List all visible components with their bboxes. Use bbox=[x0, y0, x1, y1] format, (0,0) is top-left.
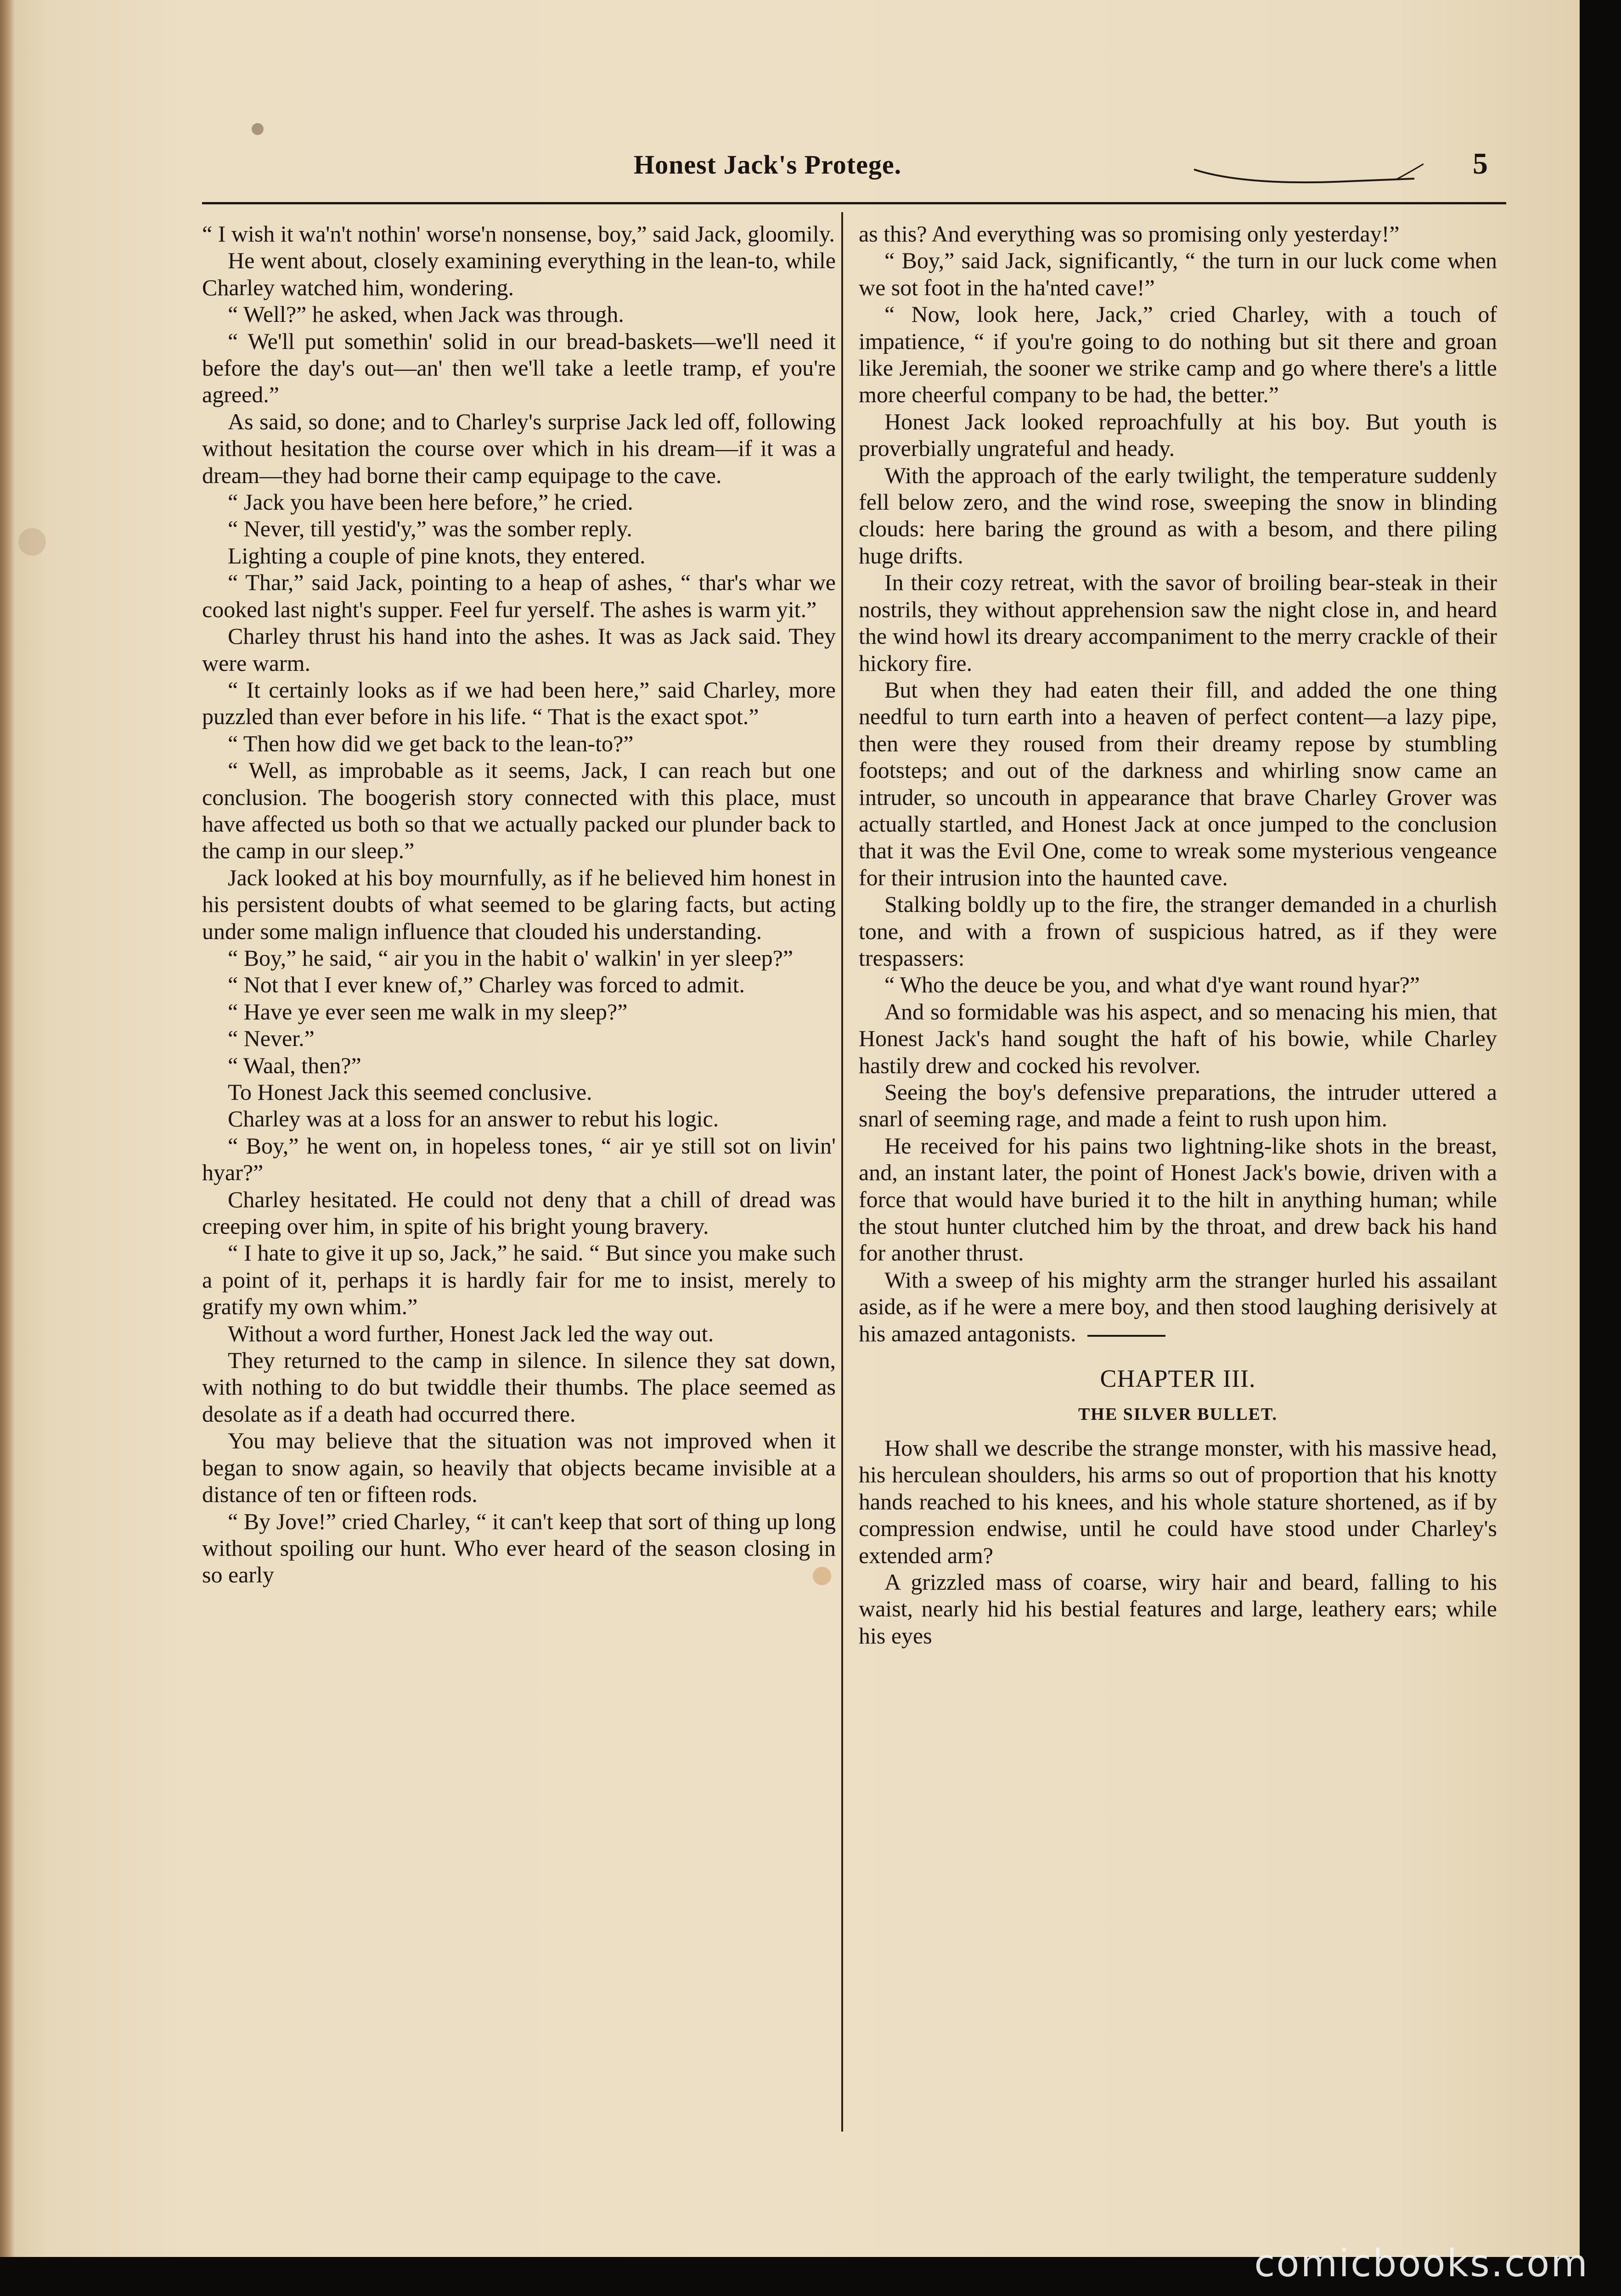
paragraph: But when they had eaten their fill, and added the one thing needful to turn earth into a heaven of perfect content—a lazy pipe, then were they roused from their dreamy repose by stumbling footsteps; and out of the darkness and whirling snow came an intruder, so uncouth in appearance that brave Charley Grover was actually startled, and Honest Jack at once jumped to the conclusion that it was the Evil One, come to wreak some mysterious vengeance for their intrusion into the haunted cave. bbox=[859, 676, 1497, 890]
header-rule bbox=[202, 202, 1506, 204]
paragraph: Charley thrust his hand into the ashes. It was as Jack said. They were warm. bbox=[202, 623, 836, 676]
paragraph: “ I wish it wa'n't nothin' worse'n nonsense, boy,” said Jack, gloomily. bbox=[202, 221, 835, 247]
paragraph: He received for his pains two lightning-like shots in the breast, and, an instant later, the point of Honest Jack's bowie, driven with a force that would have buried it to the hilt in anything human; while the stout hunter clutched him by the throat, and drew back his hand for another thrust. bbox=[859, 1132, 1497, 1266]
paragraph: “ We'll put somethin' solid in our bread-baskets—we'll need it before the day's out—an' then we'll take a leetle tramp, ef you're agreed.” bbox=[202, 328, 836, 408]
running-title: Honest Jack's Protege. bbox=[634, 150, 902, 180]
paragraph: He went about, closely examining everything in the lean-to, while Charley watched him, wondering. bbox=[202, 248, 836, 300]
paragraph: Honest Jack looked reproachfully at his boy. But youth is proverbially ungrateful and heady. bbox=[859, 408, 1497, 461]
paragraph-text: With a sweep of his mighty arm the stranger hurled his assailant aside, as if he were a mere boy, and then stood laughing derisively at his amazed antagonists. bbox=[859, 1266, 1497, 1346]
paragraph: “ Who the deuce be you, and what d'ye want round hyar?” bbox=[884, 972, 1420, 998]
paragraph: To Honest Jack this seemed conclusive. bbox=[228, 1079, 592, 1105]
paragraph: “ By Jove!” cried Charley, “ it can't keep that sort of thing up long without spoiling our hunt. Who ever heard of the season closing in so early bbox=[202, 1508, 836, 1588]
paragraph: In their cozy retreat, with the savor of broiling bear-steak in their nostrils, they without apprehension saw the night close in, and heard the wind howl its dreary accompaniment to the merry crackle of their hickory fire. bbox=[859, 569, 1497, 676]
paragraph: “ Well?” he asked, when Jack was through. bbox=[228, 301, 624, 327]
paragraph: Without a word further, Honest Jack led the way out. bbox=[228, 1320, 714, 1346]
section-end-rule bbox=[1087, 1335, 1165, 1337]
paragraph: “ Boy,” said Jack, significantly, “ the turn in our luck come when we sot foot in the ha'nted cave!” bbox=[859, 248, 1497, 300]
running-header bbox=[615, 149, 1488, 186]
paragraph: “ Have ye ever seen me walk in my sleep?” bbox=[228, 998, 628, 1024]
paragraph: “ Not that I ever knew of,” Charley was forced to admit. bbox=[228, 972, 745, 998]
paragraph-last bbox=[859, 1266, 1497, 1347]
paragraph: as this? And everything was so promising only yesterday!” bbox=[859, 221, 1400, 247]
paragraph: “ Now, look here, Jack,” cried Charley, with a touch of impatience, “ if you're going to do nothing but sit there and groan like Jeremiah, the sooner we strike camp and go where there's a little more cheerful company to be had, the better.” bbox=[859, 301, 1497, 408]
paragraph: “ Never.” bbox=[228, 1025, 315, 1052]
paragraph: Seeing the boy's defensive preparations, the intruder uttered a snarl of seeming rage, and made a feint to rush upon him. bbox=[859, 1079, 1497, 1132]
paragraph: “ It certainly looks as if we had been here,” said Charley, more puzzled than ever before in his life. “ That is the exact spot.” bbox=[202, 676, 836, 730]
paragraph: “ Well, as improbable as it seems, Jack, I can reach but one conclusion. The boogerish story connected with this place, must have affected us both so that we actually packed our plunder back to the camp in our sleep.” bbox=[202, 757, 836, 864]
paper-spot bbox=[252, 123, 264, 135]
paper-stain bbox=[18, 528, 46, 556]
paragraph: Charley was at a loss for an answer to rebut his logic. bbox=[228, 1106, 719, 1132]
paragraph: As said, so done; and to Charley's surprise Jack led off, following without hesitation the course over which in his dream—if it was a dream—they had borne their camp equipage to the cave. bbox=[202, 408, 836, 488]
paragraph: Stalking boldly up to the fire, the stranger demanded in a churlish tone, and with a frown of suspicious hatred, as if they were trespassers: bbox=[859, 891, 1497, 971]
paragraph: “ Waal, then?” bbox=[228, 1052, 361, 1078]
paragraph: You may believe that the situation was not improved when it began to snow again, so heavily that objects became invisible at a distance of ten or fifteen rods. bbox=[202, 1428, 836, 1508]
paragraph: They returned to the camp in silence. In silence they sat down, with nothing to do but twiddle their thumbs. The place seemed as desolate as if a death had occurred there. bbox=[202, 1347, 836, 1427]
right-text-column bbox=[859, 220, 1497, 2135]
paragraph: “ Boy,” he said, “ air you in the habit o' walkin' in yer sleep?” bbox=[228, 945, 794, 971]
chapter-heading: CHAPTER III. bbox=[1100, 1365, 1256, 1393]
left-text-column bbox=[202, 220, 836, 2135]
paragraph: With the approach of the early twilight, the temperature suddenly fell below zero, and the wind rose, sweeping the snow in blinding clouds: here baring the ground as with a besom, and there piling huge drifts. bbox=[859, 462, 1497, 568]
paragraph: “ Jack you have been here before,” he cried. bbox=[228, 489, 633, 515]
watermark: comicbooks.com bbox=[1254, 2242, 1589, 2285]
paragraph: “ I hate to give it up so, Jack,” he said. “ But since you make such a point of it, perhaps it is hardly fair for me to insist, merely to gratify my own whim.” bbox=[202, 1240, 836, 1320]
page-number: 5 bbox=[1473, 147, 1488, 180]
paragraph: “ Boy,” he went on, in hopeless tones, “ air ye still sot on livin' hyar?” bbox=[202, 1132, 836, 1186]
page-gutter-edge bbox=[0, 0, 15, 2257]
chapter-subtitle: THE SILVER BULLET. bbox=[1078, 1405, 1278, 1424]
paragraph: “ Thar,” said Jack, pointing to a heap of ashes, “ thar's whar we cooked last night's supper. Feel fur yerself. The ashes is warm yit.” bbox=[202, 569, 836, 622]
paragraph: Lighting a couple of pine knots, they entered. bbox=[228, 542, 646, 568]
paragraph: A grizzled mass of coarse, wiry hair and beard, falling to his waist, nearly hid his bestial features and large, leathery ears; while his eyes bbox=[859, 1569, 1497, 1649]
column-divider bbox=[841, 212, 843, 2132]
paragraph: Jack looked at his boy mournfully, as if he believed him honest in his persistent doubts of what seemed to be glaring facts, but acting under some malign influence that clouded his understanding. bbox=[202, 864, 836, 944]
paragraph: “ Never, till yestid'y,” was the somber reply. bbox=[228, 516, 632, 542]
paragraph: Charley hesitated. He could not deny that a chill of dread was creeping over him, in spite of his bright young bravery. bbox=[202, 1186, 836, 1239]
header-flourish bbox=[1194, 163, 1424, 186]
paragraph: How shall we describe the strange monster, with his massive head, his herculean shoulders, his arms so out of proportion that his knotty hands reached to his knees, and his whole stature shortened, as if by compression endwise, until he could have stood under Charley's extended arm? bbox=[859, 1435, 1497, 1568]
paragraph: “ Then how did we get back to the lean-to?” bbox=[228, 730, 634, 756]
paragraph: And so formidable was his aspect, and so menacing his mien, that Honest Jack's hand sought the haft of his bowie, while Charley hastily drew and cocked his revolver. bbox=[859, 998, 1497, 1078]
